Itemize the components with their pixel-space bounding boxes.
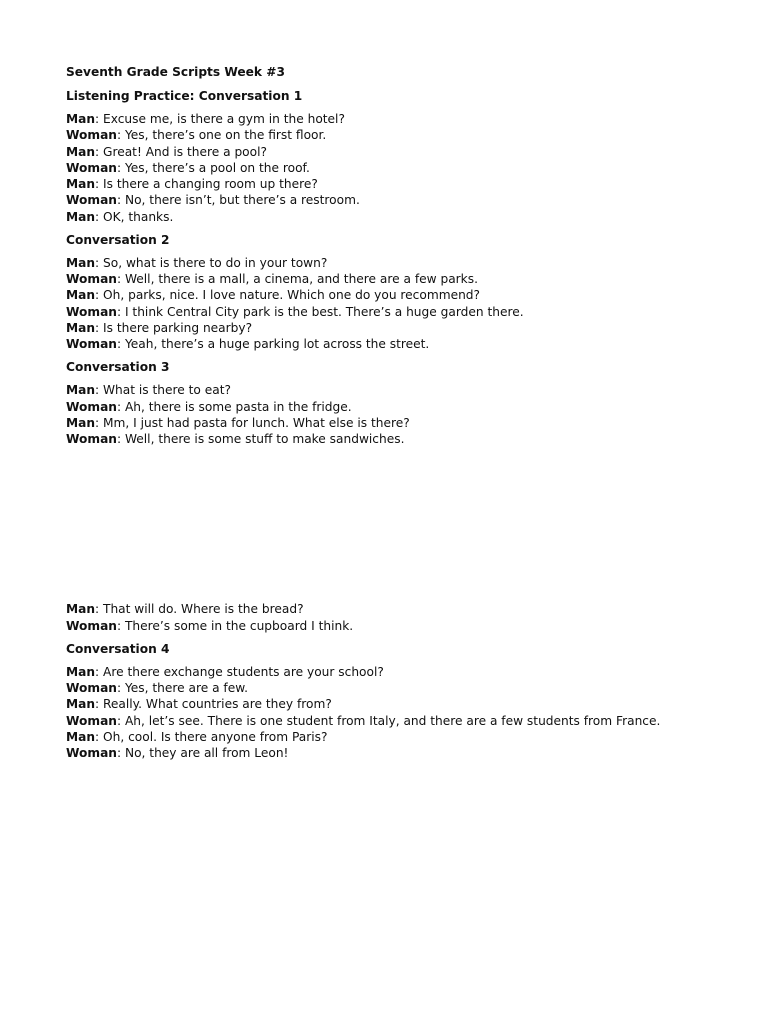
dialogue-line [66, 431, 746, 447]
speaker-label: Woman [66, 713, 117, 728]
speaker-label: Man [66, 602, 96, 617]
speaker-label: Man [66, 415, 96, 430]
dialogue-line [66, 111, 746, 127]
speaker-label: Woman [66, 128, 117, 143]
dialogue-line [66, 287, 746, 303]
speaker-label: Woman [66, 337, 117, 351]
dialogue-line [66, 713, 746, 729]
speaker-label: Man [66, 697, 96, 712]
dialogue-text: : Well, there is some stuff to make sandwiches. [116, 432, 405, 446]
speaker-label: Woman [66, 432, 117, 446]
conversation-1-dialogue [66, 111, 746, 225]
section-heading-conversation-1: Listening Practice: Conversation 1 [66, 89, 303, 103]
dialogue-line [66, 176, 746, 192]
dialogue-text: : That will do. Where is the bread? [95, 602, 304, 617]
dialogue-text: : What is there to eat? [95, 383, 231, 398]
section-heading-conversation-2: Conversation 2 [66, 232, 170, 247]
dialogue-text: : No, there isn’t, but there’s a restroom. [116, 193, 360, 208]
conversation-3-dialogue-continued [66, 601, 746, 634]
dialogue-text: : Yes, there are a few. [116, 681, 248, 695]
speaker-label: Woman [66, 272, 117, 286]
dialogue-text: : Is there parking nearby? [95, 320, 253, 335]
dialogue-text: : Mm, I just had pasta for lunch. What else is there? [95, 415, 410, 430]
blank-space [66, 447, 746, 601]
speaker-label: Man [66, 664, 96, 679]
dialogue-line [66, 192, 746, 208]
dialogue-text: : Are there exchange students are your school? [95, 664, 384, 679]
dialogue-line [66, 618, 746, 634]
conversation-4-dialogue [66, 664, 746, 762]
dialogue-text: : Ah, let’s see. There is one student from Italy, and there are a few students from France. [116, 713, 661, 728]
speaker-label: Man [66, 255, 96, 270]
conversation-2-dialogue [66, 255, 746, 353]
dialogue-text: : Well, there is a mall, a cinema, and there are a few parks. [116, 272, 478, 286]
dialogue-text: : Ah, there is some pasta in the fridge. [116, 399, 352, 414]
dialogue-text: : Great! And is there a pool? [95, 144, 267, 159]
speaker-label: Woman [66, 618, 117, 633]
section-heading-conversation-4: Conversation 4 [66, 641, 170, 656]
speaker-label: Woman [66, 193, 117, 208]
dialogue-text: : I think Central City park is the best. There’s a huge garden there. [116, 304, 524, 319]
script-document [66, 64, 746, 768]
dialogue-text: : There’s some in the cupboard I think. [116, 618, 354, 633]
speaker-label: Woman [66, 746, 117, 760]
dialogue-line [66, 336, 746, 352]
conversation-3-dialogue [66, 382, 746, 447]
speaker-label: Man [66, 144, 96, 159]
dialogue-text: : Oh, parks, nice. I love nature. Which one do you recommend? [95, 288, 481, 303]
speaker-label: Woman [66, 160, 117, 175]
dialogue-text: : So, what is there to do in your town? [95, 255, 328, 270]
dialogue-line [66, 664, 746, 680]
dialogue-line [66, 127, 746, 143]
dialogue-text: : Excuse me, is there a gym in the hotel? [95, 112, 345, 126]
dialogue-line [66, 729, 746, 745]
speaker-label: Man [66, 288, 96, 303]
speaker-label: Man [66, 320, 96, 335]
dialogue-line [66, 320, 746, 336]
dialogue-line [66, 209, 746, 225]
dialogue-text: : Oh, cool. Is there anyone from Paris? [95, 729, 328, 744]
dialogue-text: : Really. What countries are they from? [95, 697, 332, 712]
dialogue-line [66, 601, 746, 617]
dialogue-text: : Yes, there’s one on the first floor. [116, 128, 327, 143]
section-heading-conversation-3: Conversation 3 [66, 360, 170, 375]
dialogue-line [66, 382, 746, 398]
dialogue-text: : No, they are all from Leon! [116, 746, 289, 760]
dialogue-text: : OK, thanks. [95, 209, 174, 224]
dialogue-line [66, 144, 746, 160]
dialogue-line [66, 255, 746, 271]
dialogue-line [66, 304, 746, 320]
dialogue-line [66, 745, 746, 761]
dialogue-line [66, 399, 746, 415]
dialogue-line [66, 680, 746, 696]
dialogue-line [66, 415, 746, 431]
speaker-label: Man [66, 383, 96, 398]
speaker-label: Woman [66, 399, 117, 414]
dialogue-text: : Yes, there’s a pool on the roof. [116, 160, 310, 175]
document-title: Seventh Grade Scripts Week #3 [66, 65, 285, 79]
dialogue-text: : Yeah, there’s a huge parking lot across the street. [116, 337, 430, 351]
speaker-label: Man [66, 112, 96, 126]
dialogue-line [66, 271, 746, 287]
speaker-label: Man [66, 177, 96, 191]
speaker-label: Man [66, 729, 96, 744]
speaker-label: Woman [66, 304, 117, 319]
speaker-label: Man [66, 209, 96, 224]
dialogue-line [66, 160, 746, 176]
dialogue-line [66, 696, 746, 712]
dialogue-text: : Is there a changing room up there? [95, 177, 318, 191]
speaker-label: Woman [66, 681, 117, 695]
